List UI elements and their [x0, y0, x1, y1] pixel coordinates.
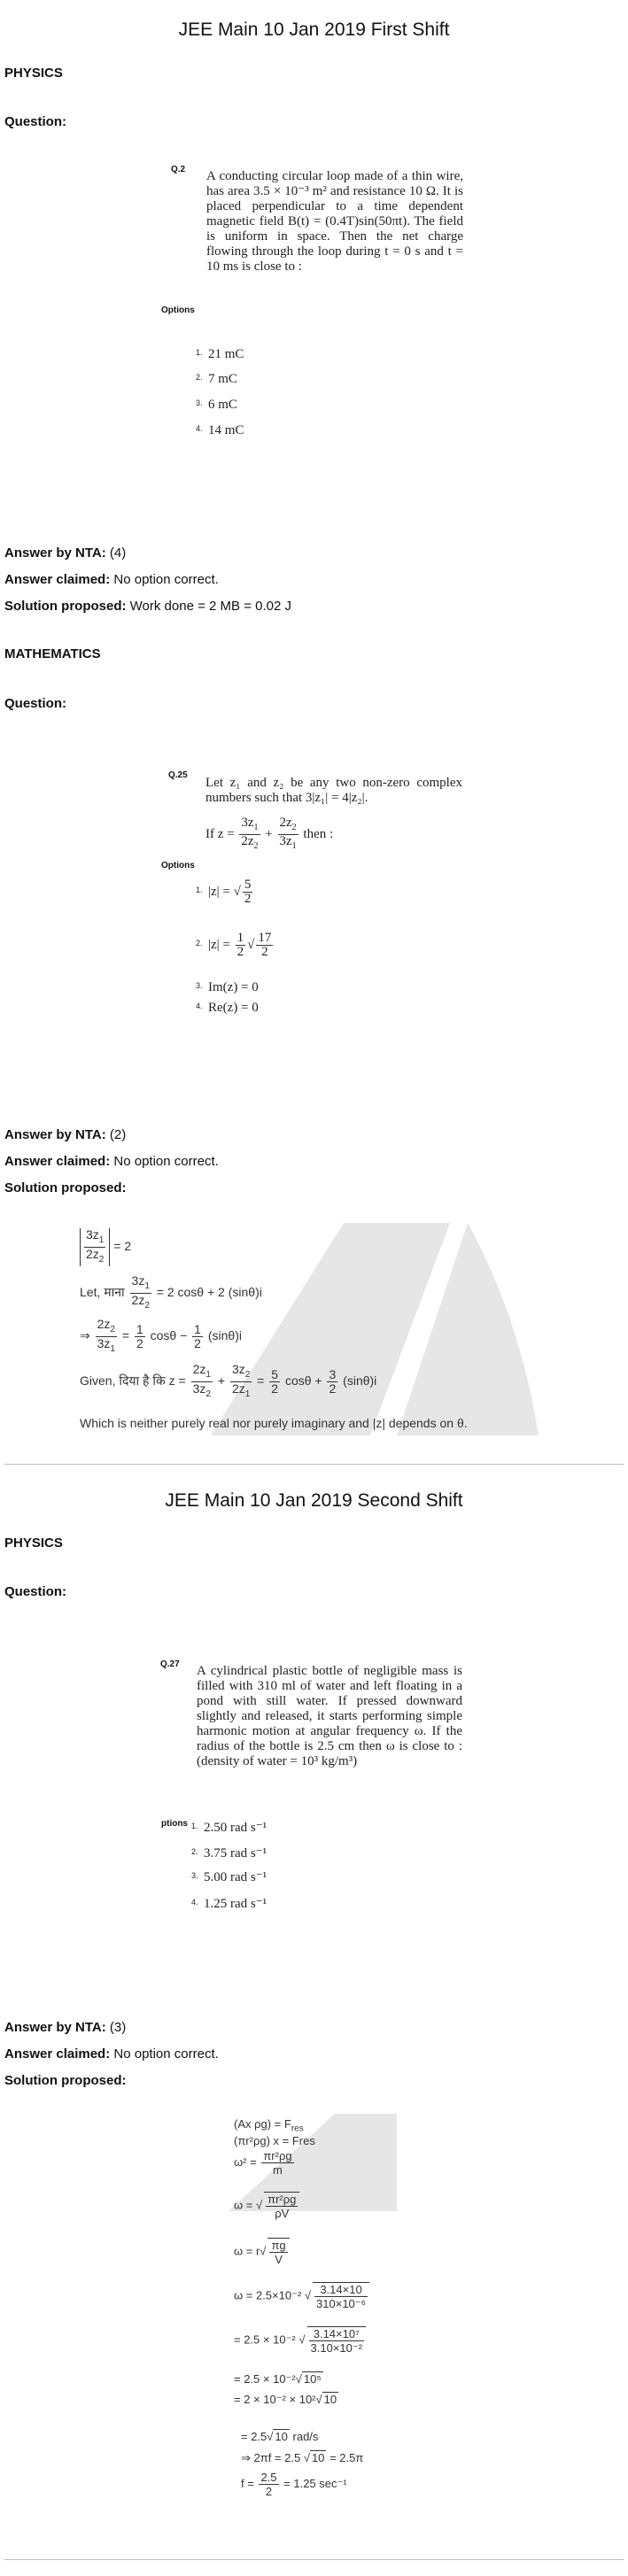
- solution-line: f = $\frac{2.5}{2}$ = 1.25 sec⁻¹: [241, 2471, 347, 2498]
- solution-label: Solution proposed:: [4, 1180, 127, 1195]
- option-item: 1. |z| = √ $\frac{5}{2}$: [196, 878, 252, 906]
- option-item: 2. 3.75 rad s⁻¹: [191, 1846, 267, 1860]
- option-item: 1. 21 mC: [196, 347, 244, 361]
- question-number: Q.27: [160, 1659, 180, 1669]
- subject-heading: MATHEMATICS: [4, 646, 101, 661]
- question-formula: If z = $\frac{3z_1}{2z_2}$ + $\frac{2z_2}{3z_1}$ then :: [205, 816, 334, 851]
- solution-line: ω² = $\frac{\text{πr²ρg}}{m}$: [234, 2149, 292, 2177]
- option-item: 2. |z| = $\frac{1}{2}$ √ $\frac{17}{2}$: [196, 931, 272, 959]
- question-label: Question:: [4, 696, 66, 711]
- option-item: 4. Re(z) = 0: [196, 1001, 259, 1015]
- question-number: Q.2: [171, 165, 186, 174]
- solution-line: ⇒ $\frac{2z_2}{3z_1}$ = $\frac{1}{2}$ cosθ − $\frac{1}{2}$ (sinθ)i: [80, 1317, 242, 1354]
- solution-proposed: Solution proposed: Work done = 2 MB = 0.02 J: [4, 599, 291, 614]
- solution-line: ⇒ 2πf = 2.5 √ 10 = 2.5π: [241, 2451, 364, 2464]
- question-text: A conducting circular loop made of a thin wire, has area 3.5 × 10⁻³ m² and resistance 10 Ω. It is placed perpendicular to a time dependent magnetic field B(t) = (0.4T)sin(50πt). The field is uniform in space. Then the net charge flowing through the loop during t = 0 s and t = 10 ms is close to :: [206, 169, 463, 274]
- option-item: 3. 5.00 rad s⁻¹: [191, 1870, 267, 1884]
- options-title: Options: [161, 306, 195, 315]
- question-label: Question:: [4, 1584, 66, 1599]
- options-title: Options: [161, 861, 195, 870]
- question-number: Q.25: [168, 770, 188, 780]
- subject-heading: PHYSICS: [4, 1536, 63, 1551]
- option-item: 3. Im(z) = 0: [196, 980, 259, 994]
- solution-line: = 2.5 × 10⁻² √ $\frac{\text{3.14×10⁷}}{\text{3.10×10⁻²}}$: [234, 2326, 368, 2355]
- solution-line: (πr²ρg) x = Fres: [234, 2134, 315, 2147]
- solution-line: (Ax $\rho g) = F_{res}$: [234, 2117, 304, 2134]
- answer-claimed: Answer claimed: No option correct.: [4, 1154, 219, 1169]
- solution-line: $\frac{3z_1}{2z_2}$ = 2: [80, 1228, 131, 1266]
- question-label: Question:: [4, 114, 66, 129]
- solution-label: Solution proposed:: [4, 2073, 127, 2088]
- solution-image: [229, 2114, 406, 2557]
- option-item: 4. 14 mC: [196, 423, 244, 437]
- section-title: JEE Main 10 Jan 2019 Second Shift: [165, 1490, 463, 1511]
- section-title: JEE Main 10 Jan 2019 First Shift: [178, 19, 450, 40]
- option-item: 2. 7 mC: [196, 372, 237, 386]
- answer-nta: Answer by NTA: (3): [4, 2020, 127, 2035]
- section-divider: [4, 1464, 624, 1465]
- solution-line: ω = 2.5×10⁻² √ $\frac{3.14\times 10}{\text{310×10⁻⁶}}$: [234, 2282, 371, 2310]
- solution-line: Given, दिया है कि z = $\frac{2z_1}{3z_2}$ + $\frac{3z_2}{2z_1}$ = $\frac{5}{2}$ cosθ + $\frac{3}{2}$ (sinθ)i: [80, 1362, 377, 1399]
- section-divider: [4, 2559, 624, 2560]
- answer-nta: Answer by NTA: (4): [4, 545, 127, 561]
- solution-image: [78, 1223, 560, 1435]
- option-item: 3. 6 mC: [196, 398, 237, 412]
- question-text: Let z₁ and z₂ be any two non-zero complex numbers such that 3|z₁| = 4|z₂|.: [205, 776, 462, 805]
- question-text: A cylindrical plastic bottle of negligible mass is filled with 310 ml of water and left floating in a pond with still water. If pressed downward slightly and released, it starts performing simple harmonic motion at angular frequency ω. If the radius of the bottle is 2.5 cm then ω is close to : (density of water = 10³ kg/m³): [197, 1664, 462, 1768]
- answer-claimed: Answer claimed: No option correct.: [4, 2046, 219, 2062]
- answer-nta: Answer by NTA: (2): [4, 1127, 127, 1142]
- solution-line: Which is neither purely real nor purely imaginary and |z| depends on θ.: [80, 1416, 468, 1430]
- options-title: ptions: [161, 1819, 188, 1829]
- solution-line: ω = √ $\frac{\text{πr²ρg}}{\rho V}$: [234, 2192, 301, 2220]
- solution-line: Let, माना $\frac{3z_1}{2z_2}$ = 2 cosθ + 2 (sinθ)i: [80, 1273, 262, 1311]
- solution-line: = 2.5 × 10⁻²√ 10⁵: [234, 2372, 322, 2386]
- option-item: 4. 1.25 rad s⁻¹: [191, 1897, 267, 1911]
- answer-claimed: Answer claimed: No option correct.: [4, 572, 219, 587]
- solution-line: = 2.5√ 10 rad/s: [241, 2430, 319, 2443]
- subject-heading: PHYSICS: [4, 66, 63, 81]
- option-item: 1. 2.50 rad s⁻¹: [191, 1821, 267, 1835]
- solution-line: = 2 × 10⁻² × 10²√ 10: [234, 2393, 337, 2406]
- solution-line: ω = r√ $\frac{\pi g}{V}$: [234, 2238, 291, 2266]
